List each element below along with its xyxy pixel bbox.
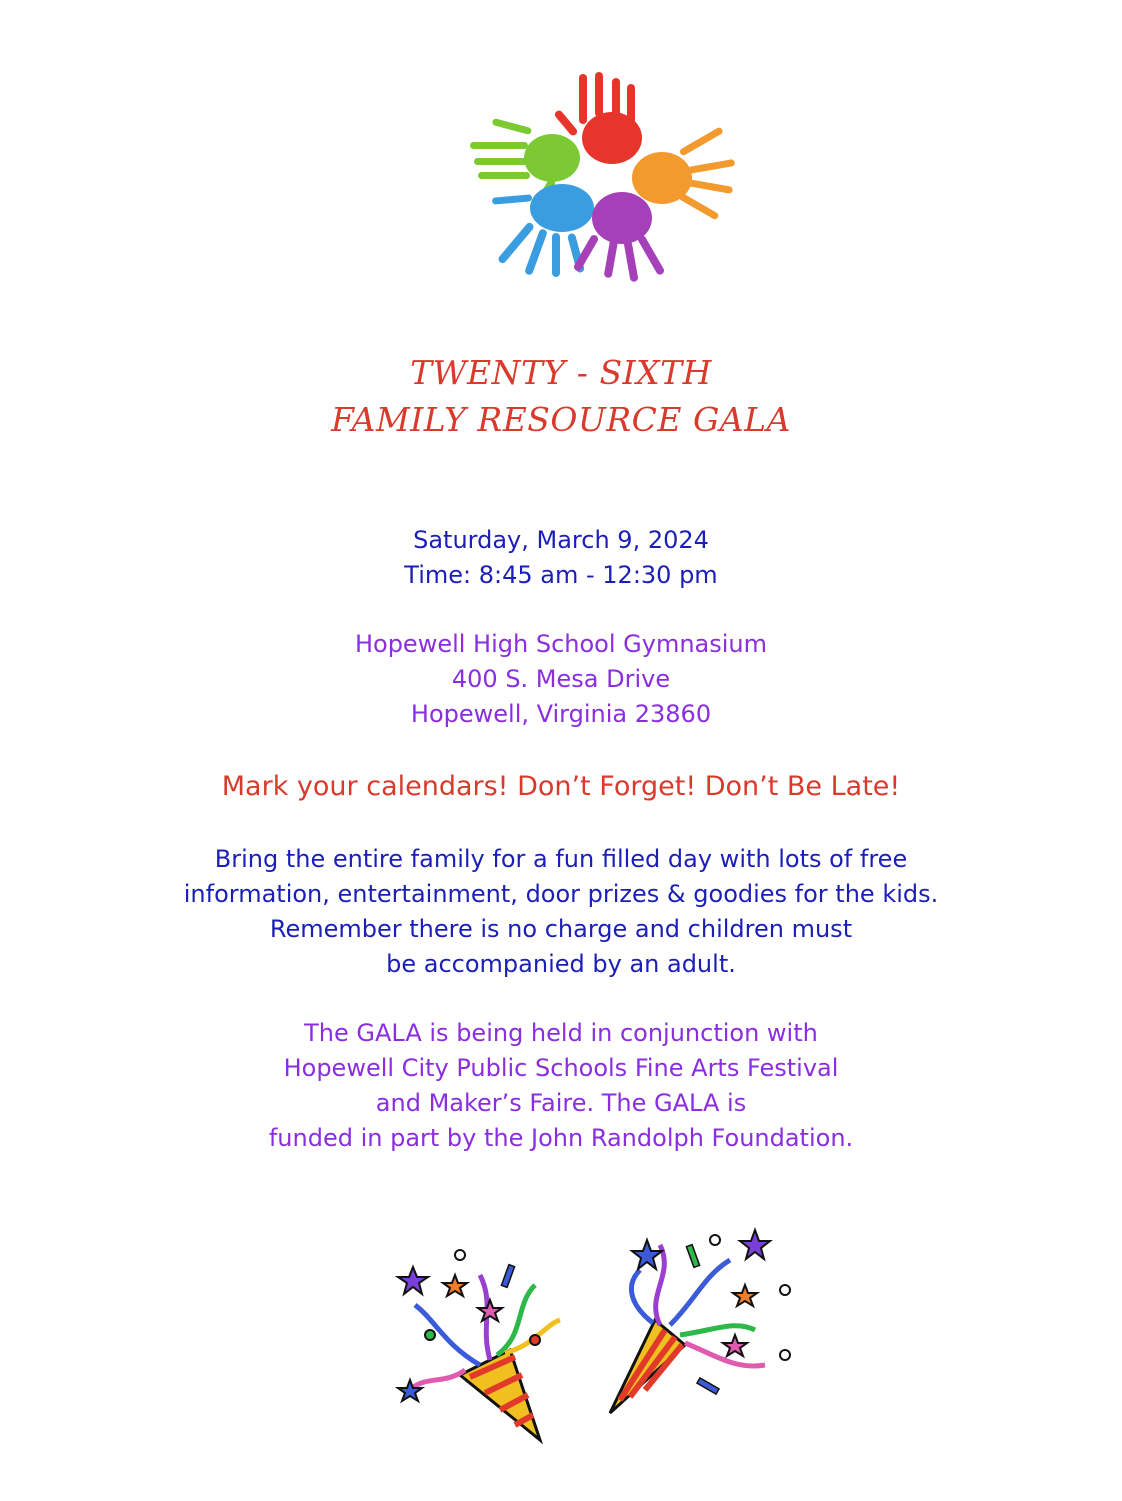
reminder-text: Mark your calendars! Don’t Forget! Don’t Be Late! xyxy=(221,771,901,802)
partnership-line: Hopewell City Public Schools Fine Arts Festival xyxy=(283,1054,839,1082)
description-line: Remember there is no charge and children must xyxy=(269,915,853,943)
left-party-popper-icon xyxy=(398,1250,560,1440)
gala-title-line-2: FAMILY RESOURCE GALA xyxy=(331,400,791,439)
description-line: Bring the entire family for a fun filled day with lots of free xyxy=(214,845,908,873)
partnership-line: funded in part by the John Randolph Foundation. xyxy=(268,1124,854,1152)
gala-title-line-1: TWENTY - SIXTH xyxy=(410,353,712,392)
party-popper-icon xyxy=(385,1225,805,1455)
partnership-line: The GALA is being held in conjunction with xyxy=(304,1019,818,1047)
partnership-line: and Maker’s Faire. The GALA is xyxy=(375,1089,747,1117)
right-party-popper-icon xyxy=(610,1230,790,1413)
event-date: Saturday, March 9, 2024 xyxy=(413,526,709,554)
venue-name: Hopewell High School Gymnasium xyxy=(354,630,768,658)
description-line: information, entertainment, door prizes & goodies for the kids. xyxy=(183,880,939,908)
venue-street: 400 S. Mesa Drive xyxy=(451,665,671,693)
event-time: Time: 8:45 am - 12:30 pm xyxy=(404,561,718,589)
venue-city: Hopewell, Virginia 23860 xyxy=(410,700,712,728)
colorful-handprints-icon xyxy=(462,68,742,288)
description-line: be accompanied by an adult. xyxy=(386,950,736,978)
